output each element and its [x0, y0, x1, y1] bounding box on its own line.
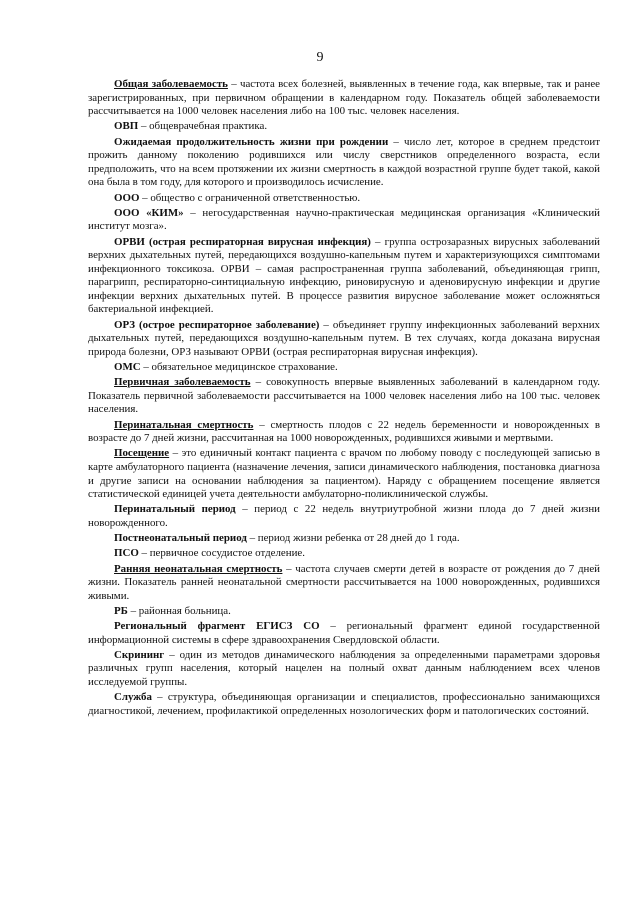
glossary-entry [88, 447, 600, 501]
glossary-definition: – первичное сосудистое отделение. [138, 547, 305, 560]
glossary-definition: – обязательное медицинское страхование. [140, 361, 338, 374]
glossary-entry [88, 503, 600, 530]
glossary-term: Посещение [114, 447, 170, 460]
glossary-definition: – объединяет группу инфекционных заболеваний верхних дыхательных путей, передающихся воздушно-капельным путем. В тех случаях, когда доказана вирусная природа болезни, ОРЗ называют ОРВИ (острая респираторная вирусная инфекция). [88, 318, 600, 358]
glossary-entry [88, 563, 600, 604]
glossary-entry [88, 319, 600, 360]
glossary-entry [88, 547, 600, 561]
glossary-entry [88, 192, 600, 206]
glossary-definition: – группа острозаразных вирусных заболеваний верхних дыхательных путей, передающихся воздушно-капельным путем и характеризующихся симптомами инфекционного токсикоза. ОРВИ – самая распространенная группа заболеваний, объединяющая грипп, парагрипп, респираторно-синтициальную инфекцию, риновирусную и аденовирусную инфекции и другие инфекции верхних дыхательных путей. В процессе развития вирусное заболевание может осложняться бактериальной инфекцией. [88, 235, 600, 316]
glossary-definition: – районная больница. [127, 604, 231, 617]
glossary-definition: – общеврачебная практика. [138, 120, 268, 133]
glossary-term: ПСО [114, 547, 139, 560]
glossary-entry [88, 136, 600, 190]
glossary-term: Ранняя неонатальная смертность [114, 562, 283, 575]
glossary-definition: – число лет, которое в среднем предстоит прожить данному поколению родившихся или числу сверстников определенного возраста, если предположить, что на всем протяжении их жизни смертность в каждой возрастной группе будет такой, какой она была в том году, для которого и производилось исчисление. [88, 135, 600, 189]
glossary-term: Служба [114, 691, 152, 704]
glossary-definition: – частота всех болезней, выявленных в течение года, как впервые, так и ранее зарегистрированных, при первичном обращении в календарном году. Показатель общей заболеваемости рассчитывается на 1000 человек населения либо на 100 тыс. человек населения. [88, 78, 600, 118]
glossary-entry [88, 376, 600, 417]
glossary-entry [88, 78, 600, 119]
glossary-term: Перинатальный период [114, 503, 236, 516]
glossary-definition: – структура, объединяющая организации и специалистов, профессионально занимающихся диагностикой, лечением, профилактикой определенных нозологических форм и патологических состояний. [88, 691, 600, 717]
glossary-entry [88, 120, 600, 134]
glossary-entry [88, 649, 600, 690]
glossary-entry [88, 605, 600, 619]
glossary-term: РБ [114, 604, 128, 617]
glossary-term: ОМС [114, 361, 141, 374]
glossary-definition: – это единичный контакт пациента с врачом по любому поводу с последующей записью в карте амбулаторного пациента (назначение лечения, записи динамического наблюдения, постановка диагноза и другие записи на основании наблюдения за пациентом). Наряду с обращением посещение является статистической единицей учета деятельности амбулаторно-поликлинической службы. [88, 447, 600, 501]
glossary-term: Общая заболеваемость [114, 78, 228, 90]
glossary-term: Перинатальная смертность [114, 418, 254, 431]
glossary-term: ООО [114, 191, 140, 204]
glossary-term: Ожидаемая продолжительность жизни при рождении [114, 135, 389, 148]
glossary-definition: – общество с ограниченной ответственностью. [139, 191, 361, 204]
glossary-entry [88, 691, 600, 718]
glossary-entry [88, 236, 600, 318]
glossary-content [88, 78, 600, 720]
glossary-term: ООО «КИМ» [114, 206, 184, 219]
glossary-term: Скрининг [114, 648, 165, 661]
glossary-definition: – период жизни ребенка от 28 дней до 1 года. [246, 532, 460, 545]
glossary-definition: – совокупность впервые выявленных заболеваний в календарном году. Показатель первичной заболеваемости рассчитывается на 1000 человек населения либо на 100 тыс. человек населения. [88, 376, 601, 416]
glossary-term: Первичная заболеваемость [114, 376, 251, 389]
glossary-definition: – негосударственная научно-практическая медицинская организация «Клинический институт мозга». [88, 206, 600, 233]
glossary-term: ОРВИ (острая респираторная вирусная инфекция) [114, 235, 371, 248]
glossary-entry [88, 419, 600, 446]
page-number: 9 [316, 50, 324, 65]
glossary-term: Региональный фрагмент ЕГИСЗ СО [114, 620, 320, 633]
glossary-definition: – региональный фрагмент единой государственной информационной системы в сфере здравоохранения Свердловской области. [88, 620, 600, 646]
glossary-definition: – частота случаев смерти детей в возрасте от рождения до 7 дней жизни. Показатель ранней неонатальной смертности рассчитывается на 1000 новорожденных, родившихся живыми. [88, 562, 600, 602]
glossary-definition: – период с 22 недель внутриутробной жизни плода до 7 дней жизни новорожденного. [88, 503, 600, 529]
glossary-term: ОРЗ (острое респираторное заболевание) [114, 318, 320, 331]
glossary-term: ОВП [114, 120, 139, 133]
glossary-definition: – один из методов динамического наблюдения за определенными параметрами здоровья различных групп населения, который нацелен на полный охват данным наблюдением всех членов исследуемой группы. [88, 648, 600, 689]
glossary-definition: – смертность плодов с 22 недель беременности и новорожденных в возрасте до 7 дней жизни, рассчитанная на 1000 новорожденных, родившихся живыми и мертвыми. [88, 418, 600, 445]
glossary-entry [88, 361, 600, 375]
glossary-term: Постнеонатальный период [114, 532, 247, 545]
glossary-entry [88, 532, 600, 546]
glossary-entry [88, 620, 600, 647]
glossary-entry [88, 207, 600, 234]
